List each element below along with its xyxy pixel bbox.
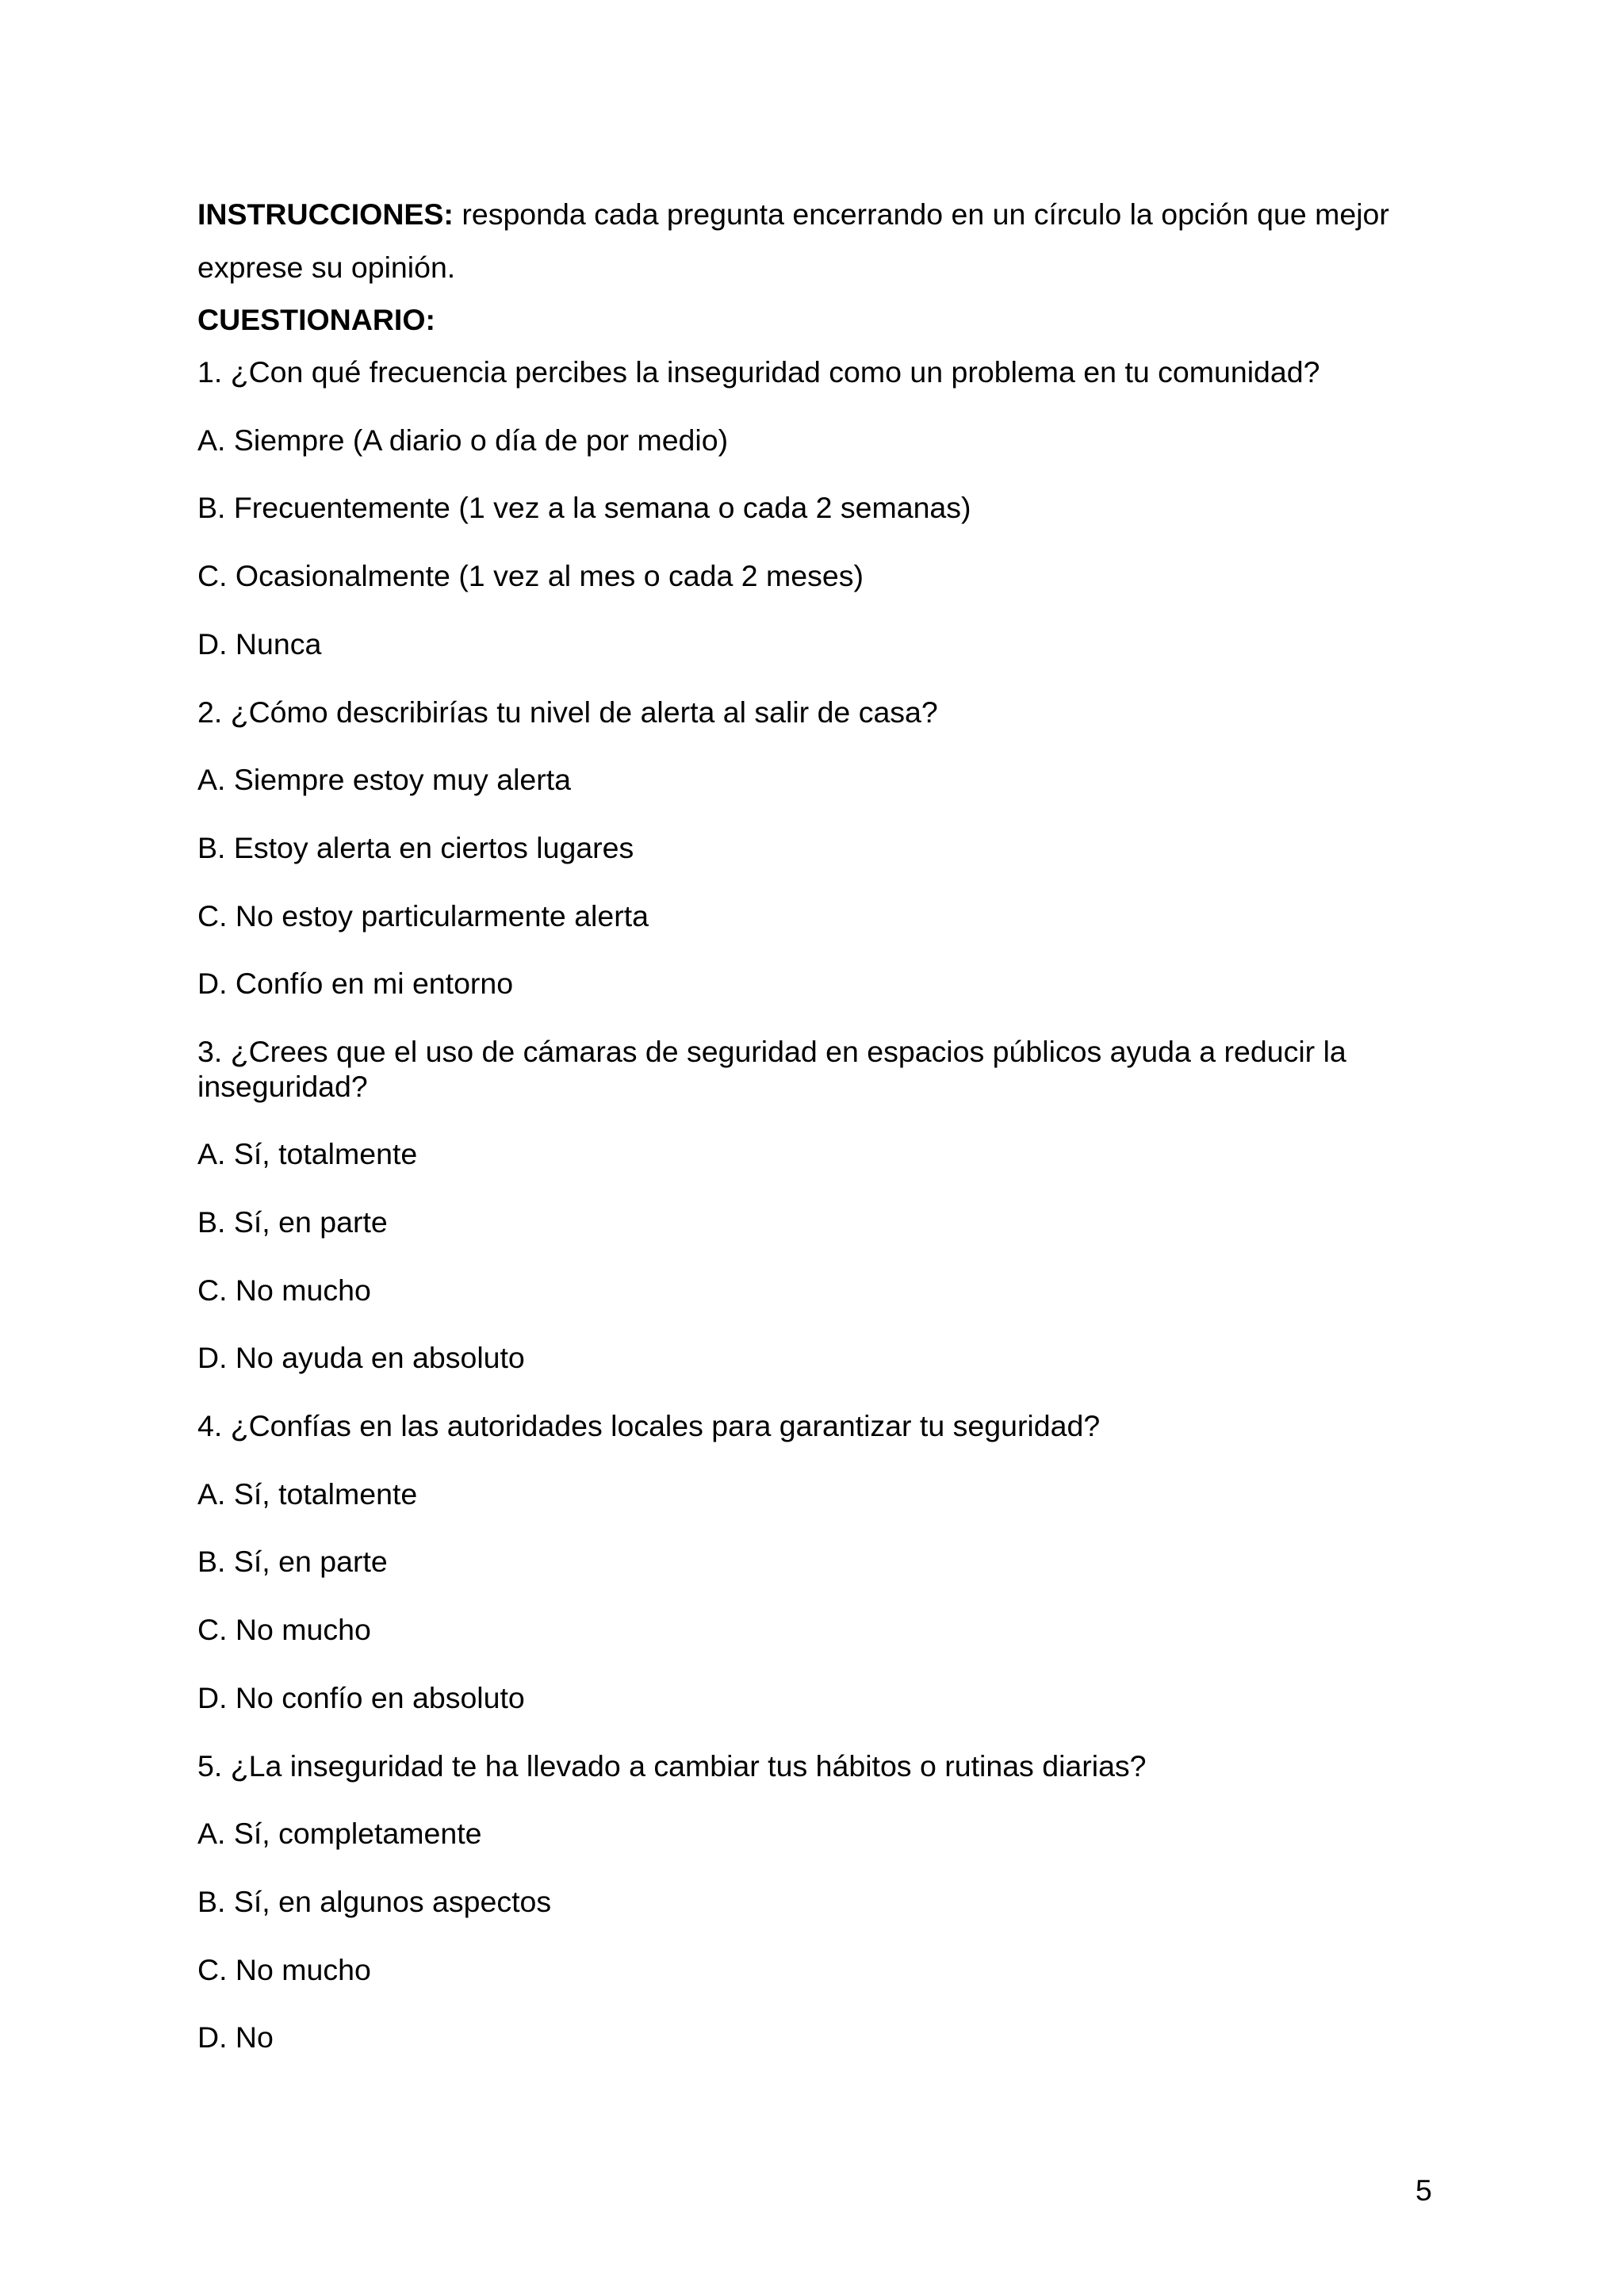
question-2-option-c: C. No estoy particularmente alerta <box>197 899 649 933</box>
page-number: 5 <box>1415 2173 1432 2207</box>
question-3-option-c: C. No mucho <box>197 1273 371 1307</box>
question-4-text: 4. ¿Confías en las autoridades locales para garantizar tu seguridad? <box>197 1409 1101 1442</box>
question-2-option-b: B. Estoy alerta en ciertos lugares <box>197 831 634 864</box>
question-2-text: 2. ¿Cómo describirías tu nivel de alerta al salir de casa? <box>197 695 938 729</box>
instructions-text-continued: exprese su opinión. <box>197 251 456 284</box>
question-1-option-b: B. Frecuentemente (1 vez a la semana o cada 2 semanas) <box>197 491 971 524</box>
question-4-option-c: C. No mucho <box>197 1613 371 1646</box>
instructions-text: responda cada pregunta encerrando en un círculo la opción que mejor <box>453 197 1389 231</box>
question-3-option-a: A. Sí, totalmente <box>197 1137 418 1170</box>
question-2-option-a: A. Siempre estoy muy alerta <box>197 763 572 796</box>
instructions-line <box>197 197 1434 232</box>
question-5-option-a: A. Sí, completamente <box>197 1817 482 1850</box>
question-5-text: 5. ¿La inseguridad te ha llevado a cambiar tus hábitos o rutinas diarias? <box>197 1749 1147 1783</box>
question-4-option-d: D. No confío en absoluto <box>197 1681 525 1714</box>
question-5-option-d: D. No <box>197 2020 274 2054</box>
question-3-text: 3. ¿Crees que el uso de cámaras de seguridad en espacios públicos ayuda a reducir la inseguridad? <box>197 1035 1346 1103</box>
question-1-text: 1. ¿Con qué frecuencia percibes la inseguridad como un problema en tu comunidad? <box>197 355 1320 389</box>
question-2-option-d: D. Confío en mi entorno <box>197 967 514 1000</box>
question-1-option-a: A. Siempre (A diario o día de por medio) <box>197 423 729 457</box>
question-3-option-d: D. No ayuda en absoluto <box>197 1341 525 1374</box>
questionnaire-heading: CUESTIONARIO: <box>197 303 435 336</box>
question-5-option-b: B. Sí, en algunos aspectos <box>197 1885 552 1918</box>
instructions-label: INSTRUCCIONES: <box>197 197 454 231</box>
question-1-option-c: C. Ocasionalmente (1 vez al mes o cada 2 meses) <box>197 559 864 592</box>
question-4-option-a: A. Sí, totalmente <box>197 1477 418 1511</box>
question-4-option-b: B. Sí, en parte <box>197 1545 388 1578</box>
question-3-option-b: B. Sí, en parte <box>197 1205 388 1239</box>
question-5-option-c: C. No mucho <box>197 1953 371 1986</box>
question-1-option-d: D. Nunca <box>197 627 322 661</box>
